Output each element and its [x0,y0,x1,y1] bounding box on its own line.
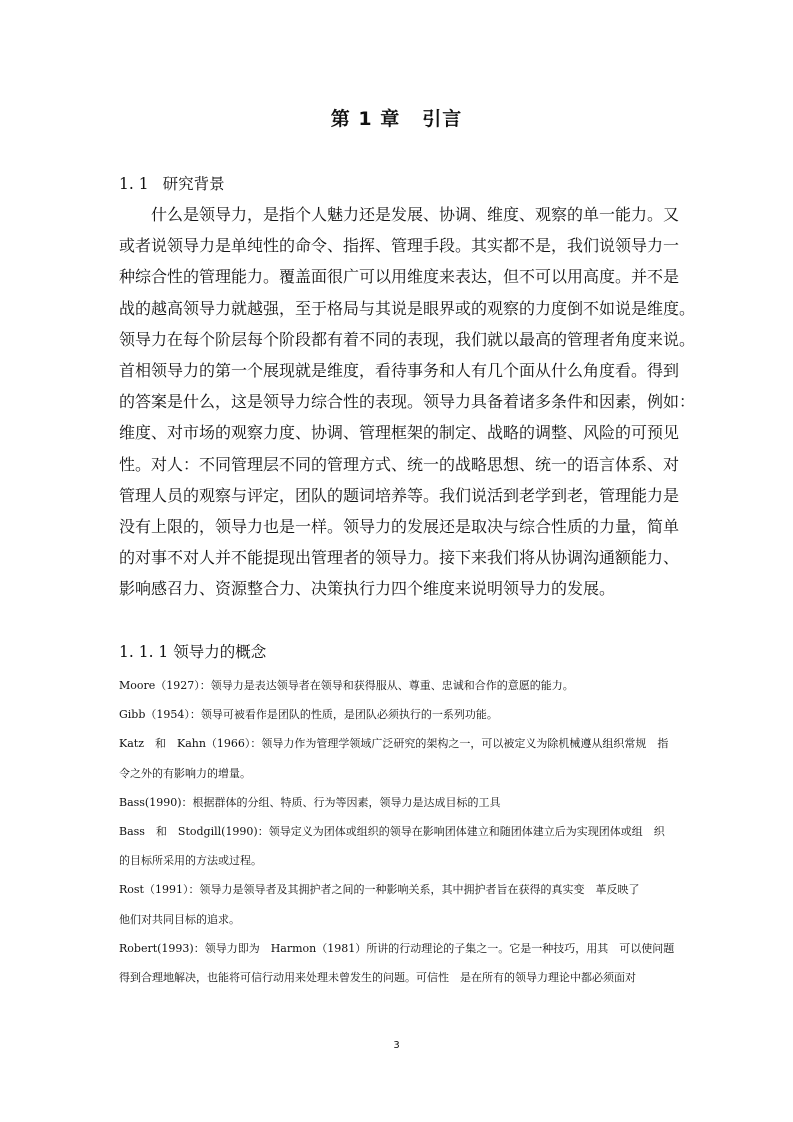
subsection-title: 领导力的概念 [173,643,267,661]
definition-list [119,671,675,992]
subsection-heading-leadership-concept [119,640,266,662]
paragraph-line: 领导力在每个阶层每个阶段都有着不同的表现，我们就以最高的管理者角度来说。 [119,329,696,349]
paragraph-line: 性。对人：不同管理层不同的管理方式、统一的战略思想、统一的语言体系、对 [119,454,680,474]
definition-line: Gibb（1954）：领导可被看作是团队的性质，是团队必须执行的一系列功能。 [119,708,498,722]
definition-line: 的目标所采用的方法或过程。 [119,854,262,868]
paragraph-line: 维度、对市场的观察力度、协调、管理框架的制定、战略的调整、风险的可预见 [119,423,680,443]
paragraph-line: 什么是领导力，是指个人魅力还是发展、协调、维度、观察的单一能力。又 [119,205,680,224]
paragraph-line: 或者说领导力是单纯性的命令、指挥、管理手段。其实都不是，我们说领导力一 [119,236,680,256]
chapter-number: 第 1 章 [330,108,401,130]
definition-line: Robert(1993)：领导力即为 Harmon（1981）所讲的行动理论的子集之一。它是一种技巧，用其 可以使问题 [119,941,675,955]
page-number: 3 [393,1040,400,1051]
paragraph-line: 战的越高领导力就越强，至于格局与其说是眼界或的观察的力度倒不如说是维度。 [119,298,696,318]
definition-line: Rost（1991）：领导力是领导者及其拥护者之间的一种影响关系，其中拥护者旨在获得的真实变 革反映了 [119,883,640,897]
definition-line: Bass(1990)：根据群体的分组、特质、行为等因素，领导力是达成目标的工具 [119,795,501,809]
paragraph-line: 首相领导力的第一个展现就是维度，看待事务和人有几个面从什么角度看。得到 [119,361,680,381]
paragraph-line: 的对事不对人并不能提现出管理者的领导力。接下来我们将从协调沟通额能力、 [119,548,680,568]
section-heading-research-background [119,172,225,194]
definition-line: 他们对共同目标的追求。 [119,912,240,926]
subsection-number: 1. 1. 1 [119,643,169,661]
paragraph-line: 的答案是什么，这是领导力综合性的表现。领导力具备着诸多条件和因素，例如： [119,392,696,412]
definition-line: Katz 和 Kahn（1966）：领导力作为管理学领域广泛研究的架构之一，可以被定义为除机械遵从组织常规 指 [119,737,669,751]
body-paragraph [119,199,696,605]
definition-line: Moore（1927）：领导力是表达领导者在领导和获得服从、尊重、忠诚和合作的意愿的能力。 [119,679,574,692]
paragraph-line: 影响感召力、资源整合力、决策执行力四个维度来说明领导力的发展。 [119,579,616,599]
section-title: 研究背景 [162,175,225,193]
definition-line: 得到合理地解决，也能将可信行动用来处理未曾发生的问题。可信性 是在所有的领导力理论中都必须面对 [119,970,636,984]
chapter-name: 引言 [422,108,463,130]
paragraph-line: 管理人员的观察与评定，团队的题词培养等。我们说活到老学到老，管理能力是 [119,485,680,505]
paragraph-line: 没有上限的，领导力也是一样。领导力的发展还是取决与综合性质的力量，简单 [119,517,680,537]
definition-line: Bass 和 Stodgill(1990)：领导定义为团体或组织的领导在影响团体建立和随团体建立后为实现团体或组 织 [119,824,665,838]
chapter-title [0,104,793,131]
paragraph-line: 种综合性的管理能力。覆盖面很广可以用维度来表达，但不可以用高度。并不是 [119,267,680,287]
section-number: 1. 1 [119,175,149,193]
definition-line: 令之外的有影响力的增量。 [119,766,251,780]
